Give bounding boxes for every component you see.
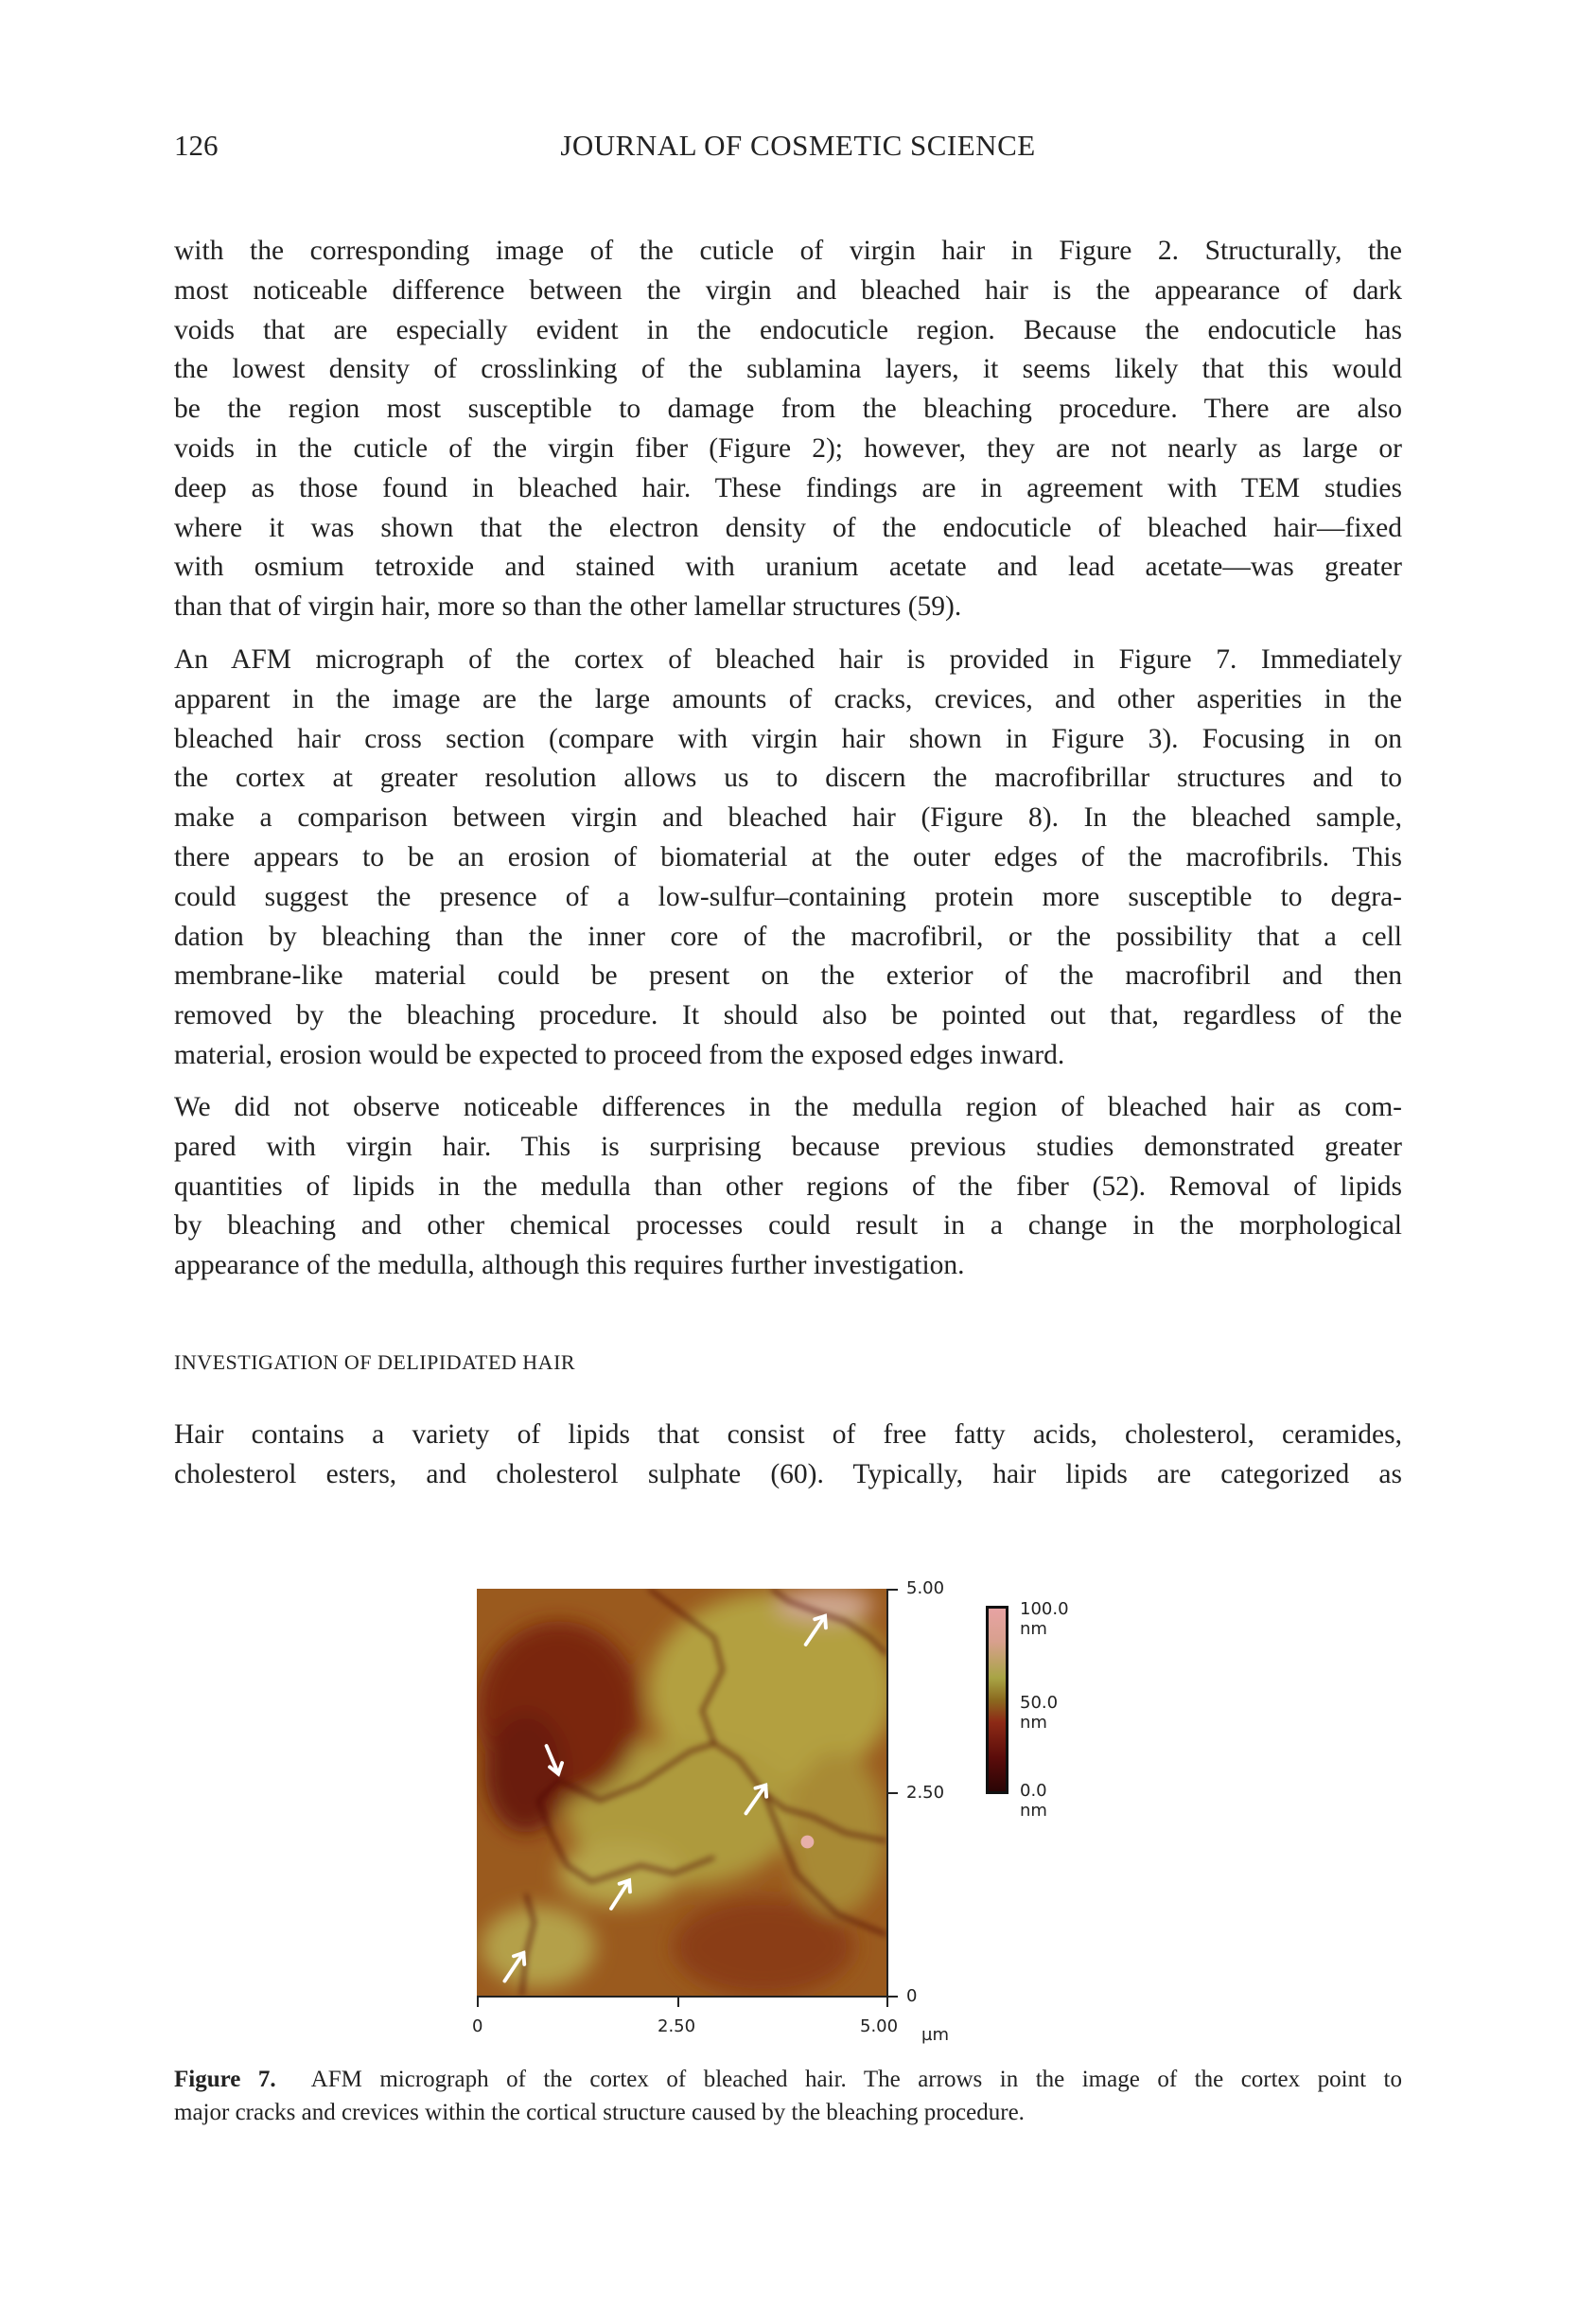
x-tick [886,1996,888,2007]
colorbar-label: 100.0 nm [1020,1599,1069,1639]
caption-text: AFM micrograph of the cortex of bleached hair. The arrows in the image of the cortex point to [310,2067,1402,2092]
text-line: be the region most susceptible to damage from the bleaching procedure. There are also [174,394,1402,425]
figure-label: Figure 7. [174,2067,276,2092]
x-tick-label: 5.00 [860,2016,899,2036]
x-tick-label: 0 [472,2016,483,2036]
y-tick-label: 0 [906,1986,918,2006]
text-line: membrane-like material could be present on the exterior of the macrofibril and then [174,960,1402,992]
text-line: with osmium tetroxide and stained with uranium acetate and lead acetate—was greater [174,552,1402,583]
text-line: there appears to be an erosion of biomaterial at the outer edges of the macrofibrils. This [174,841,1402,872]
section-heading: INVESTIGATION OF DELIPIDATED HAIR [174,1350,576,1374]
text-line: make a comparison between virgin and bleached hair (Figure 8). In the bleached sample, [174,802,1402,834]
height-colorbar [986,1606,1008,1794]
running-header: JOURNAL OF COSMETIC SCIENCE [560,129,1036,162]
colorbar-label: 0.0 nm [1020,1781,1047,1821]
text-line: We did not observe noticeable differences in the medulla region of bleached hair as com- [174,1092,1402,1122]
text-line: material, erosion would be expected to proceed from the exposed edges inward. [174,1039,1065,1070]
colorbar-label: 50.0 nm [1020,1693,1059,1733]
y-tick [886,1792,898,1794]
figure-caption [174,2063,1402,2129]
text-line: Hair contains a variety of lipids that consist of free fatty acids, cholesterol, ceramides, [174,1419,1402,1450]
text-line: with the corresponding image of the cuticle of virgin hair in Figure 2. Structurally, the [174,236,1402,266]
text-line: cholesterol esters, and cholesterol sulphate (60). Typically, hair lipids are categorized as [174,1458,1402,1489]
text-line: apparent in the image are the large amounts of cracks, crevices, and other asperities in the [174,683,1402,714]
text-line: could suggest the presence of a low-sulfur–containing protein more susceptible to degra- [174,881,1402,912]
text-line: bleached hair cross section (compare with virgin hair shown in Figure 3). Focusing in on [174,723,1402,754]
text-line: the lowest density of crosslinking of the sublamina layers, it seems likely that this would [174,354,1402,385]
text-line: the cortex at greater resolution allows us to discern the macrofibrillar structures and to [174,763,1402,794]
text-line: most noticeable difference between the virgin and bleached hair is the appearance of dark [174,274,1402,306]
page-number: 126 [174,129,219,162]
text-line: removed by the bleaching procedure. It should also be pointed out that, regardless of the [174,1000,1402,1031]
body-paragraph [174,1088,1402,1286]
text-line: than that of virgin hair, more so than the other lamellar structures (59). [174,591,962,623]
y-tick-label: 2.50 [906,1783,945,1803]
text-line: quantities of lipids in the medulla than other regions of the fiber (52). Removal of lipids [174,1171,1402,1202]
x-tick [677,1996,679,2007]
text-line: An AFM micrograph of the cortex of bleached hair is provided in Figure 7. Immediately [174,644,1402,675]
y-tick-label: 5.00 [906,1578,945,1598]
x-tick [477,1996,479,2007]
text-line: by bleaching and other chemical processes could result in a change in the morphological [174,1210,1402,1241]
text-line: voids that are especially evident in the endocuticle region. Because the endocuticle has [174,314,1402,345]
caption-text: major cracks and crevices within the cortical structure caused by the bleaching procedure. [174,2100,1025,2125]
body-paragraph [174,232,1402,627]
text-line: deep as those found in bleached hair. These findings are in agreement with TEM studies [174,472,1402,503]
text-line: where it was shown that the electron density of the endocuticle of bleached hair—fixed [174,512,1402,543]
text-line: dation by bleaching than the inner core of the macrofibril, or the possibility that a cell [174,921,1402,952]
body-paragraph [174,641,1402,1076]
body-paragraph [174,1416,1402,1495]
x-axis [477,1996,888,1998]
afm-micrograph [477,1589,886,1996]
axis-unit-label: µm [921,2025,949,2045]
y-tick [886,1589,898,1591]
text-line: voids in the cuticle of the virgin fiber (Figure 2); however, they are not nearly as large or [174,432,1402,464]
text-line: pared with virgin hair. This is surprising because previous studies demonstrated greater [174,1131,1402,1162]
text-line: appearance of the medulla, although this requires further investigation. [174,1250,965,1281]
x-tick-label: 2.50 [658,2016,696,2036]
